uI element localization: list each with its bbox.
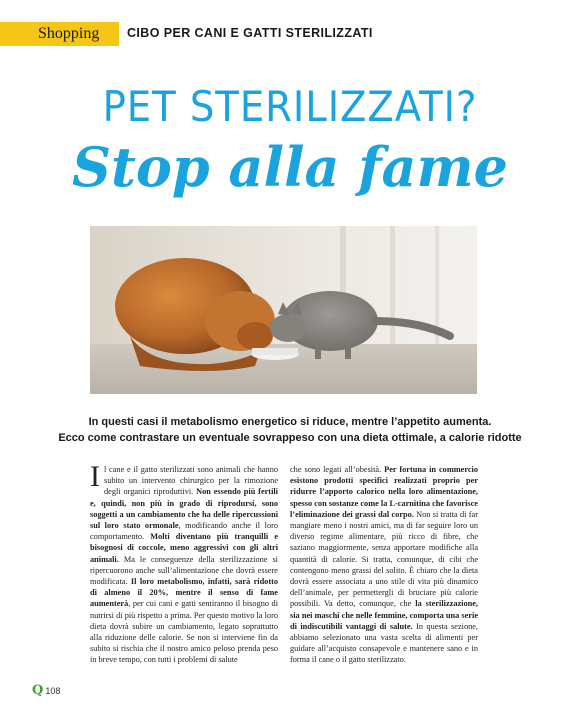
lead-paragraph [30, 414, 550, 446]
headline-line-2: Stop alla fame [71, 135, 509, 199]
left-text [90, 460, 279, 665]
text-run-bold: Non essendo più fertili e, quindi, non più in grado di riprodursi, sono soggetti a un cambiamento che ha delle ripercussioni sul loro stato ormonale [90, 487, 278, 531]
body-column-left [90, 460, 279, 666]
text-run-bold: Molti diventano più tranquilli e bisognosi di coccole, meno aggressivi con gli altri animali. [90, 532, 279, 564]
lead-line-1: In questi casi il metabolismo energetico si riduce, mentre l’appetito aumenta. [88, 416, 492, 428]
text-run-bold: Per fortuna in commercio esistono prodotti specifici realizzati proprio per ridurre l’apporto calorico nella loro alimentazione, spesso con sostanze come la L-carnitina che favorisce l’eliminazione dei grassi dal corpo. [290, 465, 478, 519]
hero-photo [90, 226, 477, 394]
text-run: , per cui cani e gatti sentiranno il bisogno di nutrirsi di più rispetto a prima. Per questo motivo la loro dieta dovrà subire un cambiamento, legato soprattutto alla riduzione delle calorie. Se non si interviene fin da subito si rischia che il nostro amico peloso prenda peso in breve tempo, con tutti i problemi di salute [90, 599, 278, 665]
text-run: , modificando anche il loro comportamento. [90, 521, 278, 542]
section-title: CIBO PER CANI E GATTI STERILIZZATI [127, 26, 373, 40]
magazine-logo-icon: Q [32, 683, 44, 698]
page-number: 108 [45, 685, 61, 696]
text-run: l cane e il gatto sterilizzati sono animali che hanno subito un intervento chirurgico per la rimozione degli organici riproduttivi. [104, 465, 278, 497]
drop-cap: I [90, 460, 100, 493]
text-run: che sono legati all’obesità. [290, 465, 385, 474]
page-footer [32, 683, 60, 698]
dog-and-cat-eating-image [90, 226, 477, 394]
section-tag [0, 22, 119, 46]
section-label: Shopping [38, 25, 100, 42]
lead-line-2: Ecco come contrastare un eventuale sovrappeso con una dieta ottimale, a calorie ridotte [58, 432, 522, 444]
text-run-bold: Il loro metabolismo, infatti, sarà ridotto di almeno il 20%, mentre il senso di fame aumenterà [90, 577, 279, 609]
body-column-right [290, 464, 478, 666]
text-run-bold: la sterilizzazione, sia nei maschi che nelle femmine, comporta una serie di indiscutibili vantaggi di salute. [290, 599, 478, 631]
text-run: Non si tratta di far mangiare meno i nostri amici, ma di far seguire loro un diverso regime alimentare, più ricco di fibre, che saziano maggiormente, senza apportare modifiche alla quantità di calorie. Si tratta, comunque, di cibi che contengono meno grassi del solito. È chiaro che la dieta dovrà essere associata a uno stile di vita più dinamico dell’animale, per permettergli di bruciare più calorie possibili. Va detto, comunque, che [290, 509, 478, 609]
headline-line-1: PET STERILIZZATI? [102, 82, 478, 131]
text-run: In questa sezione, abbiamo selezionato una vasta scelta di alimenti per guidare all’acquisto consapevole e mantenere sano e in forma il cane o il gatto sterilizzato. [290, 621, 478, 665]
text-run: Ma le conseguenze della sterilizzazione si ripercuorono anche sull’alimentazione che dovrà essere modificata. [90, 554, 278, 587]
